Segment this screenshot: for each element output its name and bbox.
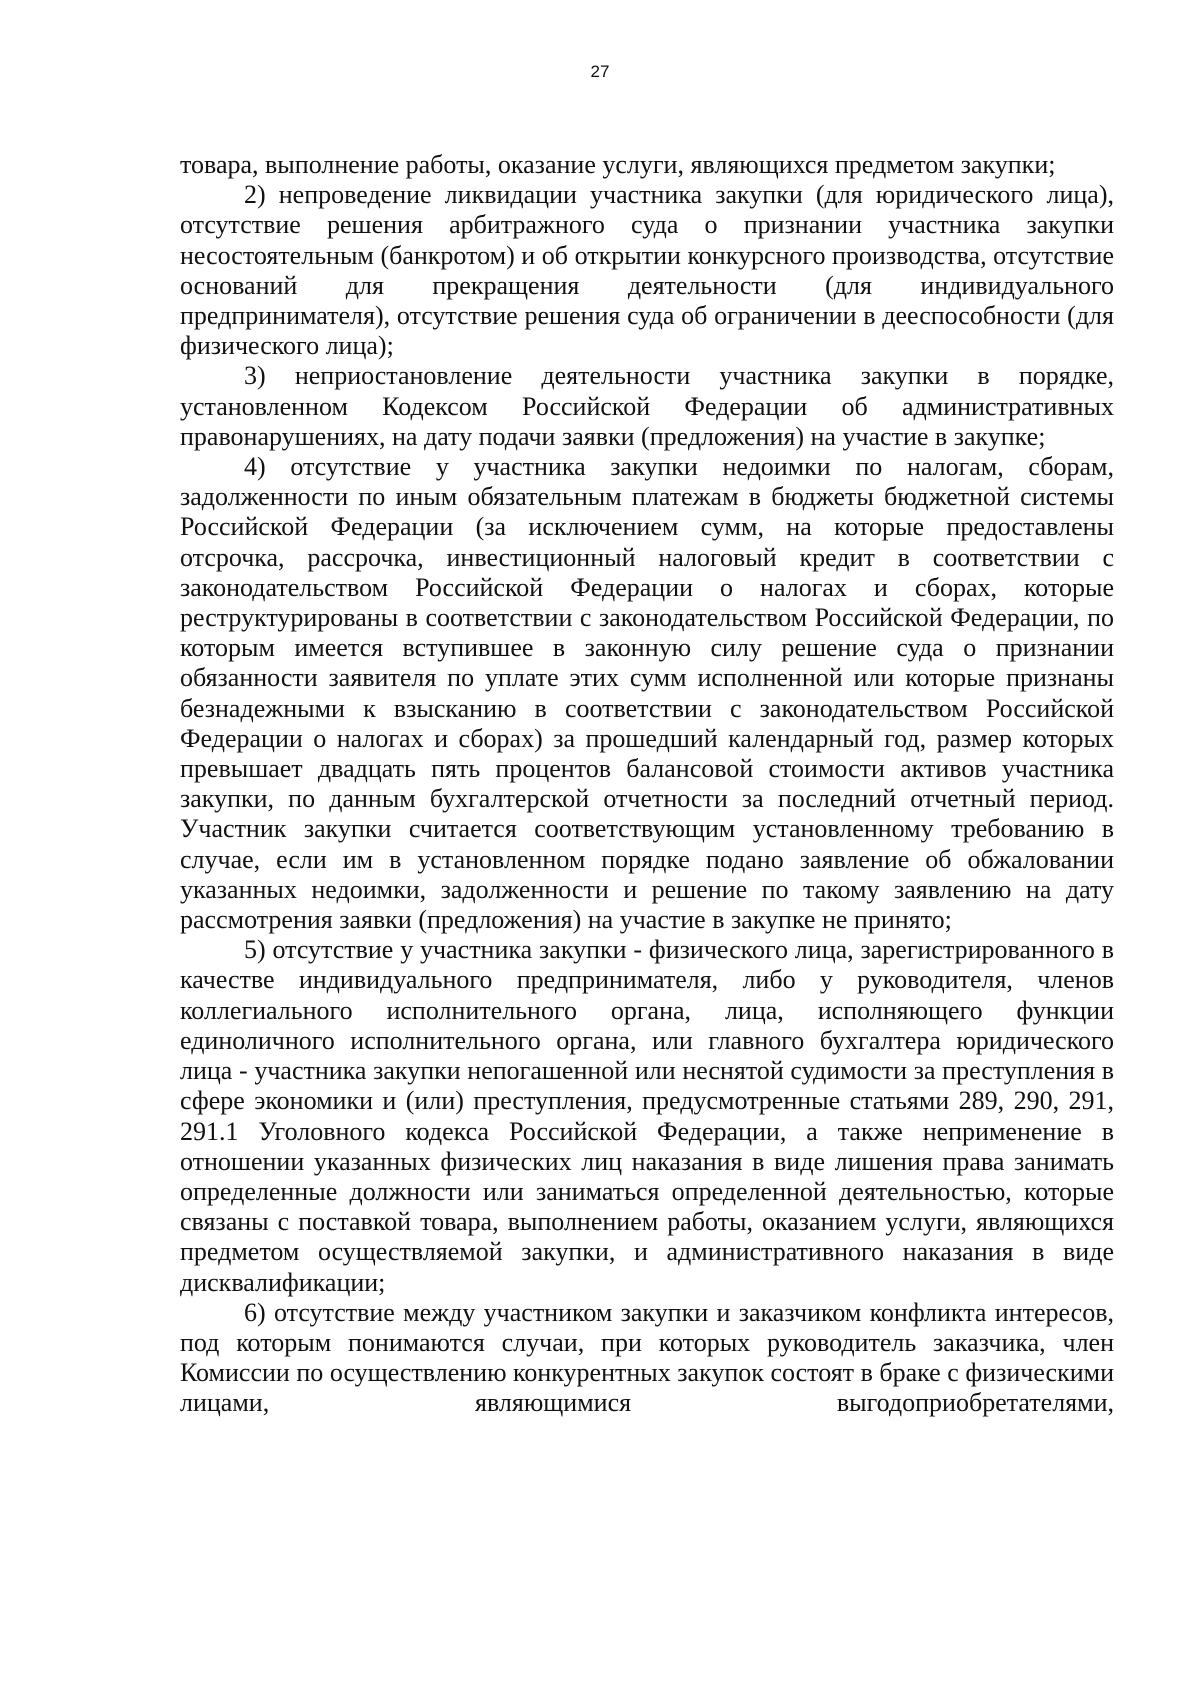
page-number: 27 xyxy=(590,62,610,81)
paragraph-item-2: 2) непроведение ликвидации участника закупки (для юридического лица), отсутствие решения арбитражного суда о признании участника закупки несостоятельным (банкротом) и об открытии конкурсного производства, отсутствие оснований для прекращения деятельности (для индивидуального предпринимателя), отсутствие решения суда об ограничении в дееспособности (для физического лица); xyxy=(180,180,1114,361)
paragraph-continuation: товара, выполнение работы, оказание услуги, являющихся предметом закупки; xyxy=(180,150,1056,179)
paragraph-item-3: 3) неприостановление деятельности участника закупки в порядке, установленном Кодексом Российской Федерации об административных правонарушениях, на дату подачи заявки (предложения) на участие в закупке; xyxy=(180,361,1114,451)
document-body xyxy=(180,150,1114,1419)
paragraph-item-4: 4) отсутствие у участника закупки недоимки по налогам, сборам, задолженности по иным обязательным платежам в бюджеты бюджетной системы Российской Федерации (за исключением сумм, на которые предоставлены отсрочка, рассрочка, инвестиционный налоговый кредит в соответствии с законодательством Российской Федерации о налогах и сборах, которые реструктурированы в соответствии с законодательством Российской Федерации, по которым имеется вступившее в законную силу решение суда о признании обязанности заявителя по уплате этих сумм исполненной или которые признаны безнадежными к взысканию в соответствии с законодательством Российской Федерации о налогах и сборах) за прошедший календарный год, размер которых превышает двадцать пять процентов балансовой стоимости активов участника закупки, по данным бухгалтерской отчетности за последний отчетный период. Участник закупки считается соответствующим установленному требованию в случае, если им в установленном порядке подано заявление об обжаловании указанных недоимки, задолженности и решение по такому заявлению на дату рассмотрения заявки (предложения) на участие в закупке не принято; xyxy=(180,452,1114,935)
paragraph-item-5: 5) отсутствие у участника закупки - физического лица, зарегистрированного в качестве индивидуального предпринимателя, либо у руководителя, членов коллегиального исполнительного органа, лица, исполняющего функции единоличного исполнительного органа, или главного бухгалтера юридического лица - участника закупки непогашенной или неснятой судимости за преступления в сфере экономики и (или) преступления, предусмотренные статьями 289, 290, 291, 291.1 Уголовного кодекса Российской Федерации, а также неприменение в отношении указанных физических лиц наказания в виде лишения права занимать определенные должности или заниматься определенной деятельностью, которые связаны с поставкой товара, выполнением работы, оказанием услуги, являющихся предметом осуществляемой закупки, и административного наказания в виде дисквалификации; xyxy=(180,935,1114,1297)
paragraph-item-6: 6) отсутствие между участником закупки и заказчиком конфликта интересов, под которым понимаются случаи, при которых руководитель заказчика, член Комиссии по осуществлению конкурентных закупок состоят в браке с физическими лицами, являющимися выгодоприобретателями, xyxy=(180,1297,1114,1418)
